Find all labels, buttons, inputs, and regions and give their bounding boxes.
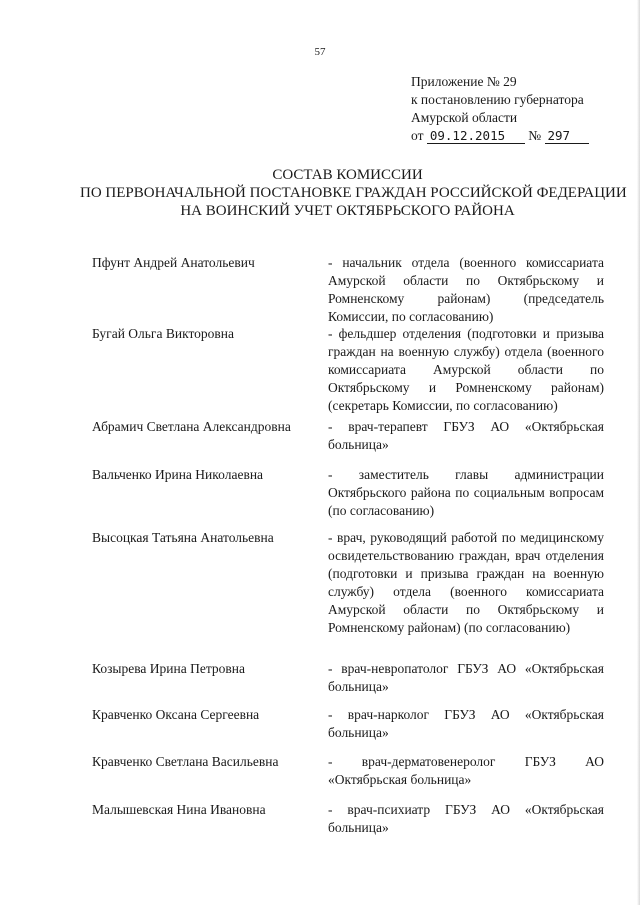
member-role: - врач, руководящий работой по медицинскому освидетельствованию граждан, врач отделения (подготовки и призыва граждан на военную службу) отдела (военного комиссариата Амурской области по Октябрьскому и Ромненскому районам) (по согласованию): [328, 530, 604, 635]
member-name: Малышевская Нина Ивановна: [92, 802, 266, 817]
handwritten-date: 09.12.2015: [427, 129, 525, 144]
member-role: - фельдшер отделения (подготовки и призыва граждан на военную службу) отдела (военного комиссариата Амурской области по Октябрьскому и Ромненскому районам) (секретарь Комиссии, по согласованию): [328, 326, 604, 413]
member-role: - врач-невропатолог ГБУЗ АО «Октябрьская больница»: [328, 661, 604, 694]
member-name: Бугай Ольга Викторовна: [92, 326, 235, 341]
document-title: [80, 166, 627, 220]
appendix-block: [411, 73, 589, 145]
member-role: - начальник отдела (военного комиссариата Амурской области по Октябрьскому и Ромненскому районам) (председатель Комиссии, по согласованию): [328, 255, 604, 324]
title-line-2: ПО ПЕРВОНАЧАЛЬНОЙ ПОСТАНОВКЕ ГРАЖДАН РОССИЙСКОЙ ФЕДЕРАЦИИ: [80, 185, 627, 201]
member-name: Кравченко Светлана Васильевна: [92, 754, 279, 769]
member-name: Козырева Ирина Петровна: [92, 661, 246, 676]
member-name: Высоцкая Татьяна Анатольевна: [92, 530, 274, 545]
appendix-line-3: Амурской области: [411, 110, 518, 125]
date-prefix: от: [411, 128, 424, 143]
title-line-1: СОСТАВ КОМИССИИ: [272, 167, 423, 183]
appendix-line-2: к постановлению губернатора: [411, 92, 584, 107]
member-role: - врач-дерматовенеролог ГБУЗ АО «Октябрьская больница»: [328, 754, 604, 787]
page-number: 57: [314, 46, 326, 58]
member-role: - врач-психиатр ГБУЗ АО «Октябрьская больница»: [328, 802, 604, 835]
member-name: Кравченко Оксана Сергеевна: [92, 707, 260, 722]
member-name: Пфунт Андрей Анатольевич: [92, 255, 255, 270]
member-name: Абрамич Светлана Александровна: [92, 419, 291, 434]
member-role: - врач-терапевт ГБУЗ АО «Октябрьская больница»: [328, 419, 604, 452]
handwritten-number: 297: [545, 129, 589, 144]
title-line-3: НА ВОИНСКИЙ УЧЕТ ОКТЯБРЬСКОГО РАЙОНА: [180, 203, 515, 219]
number-prefix: №: [528, 128, 542, 143]
member-role: - врач-нарколог ГБУЗ АО «Октябрьская больница»: [328, 707, 604, 740]
member-role: - заместитель главы администрации Октябрьского района по социальным вопросам (по согласованию): [328, 467, 604, 518]
appendix-date-line: [411, 127, 589, 145]
appendix-line-1: Приложение № 29: [411, 74, 517, 89]
member-name: Вальченко Ирина Николаевна: [92, 467, 264, 482]
